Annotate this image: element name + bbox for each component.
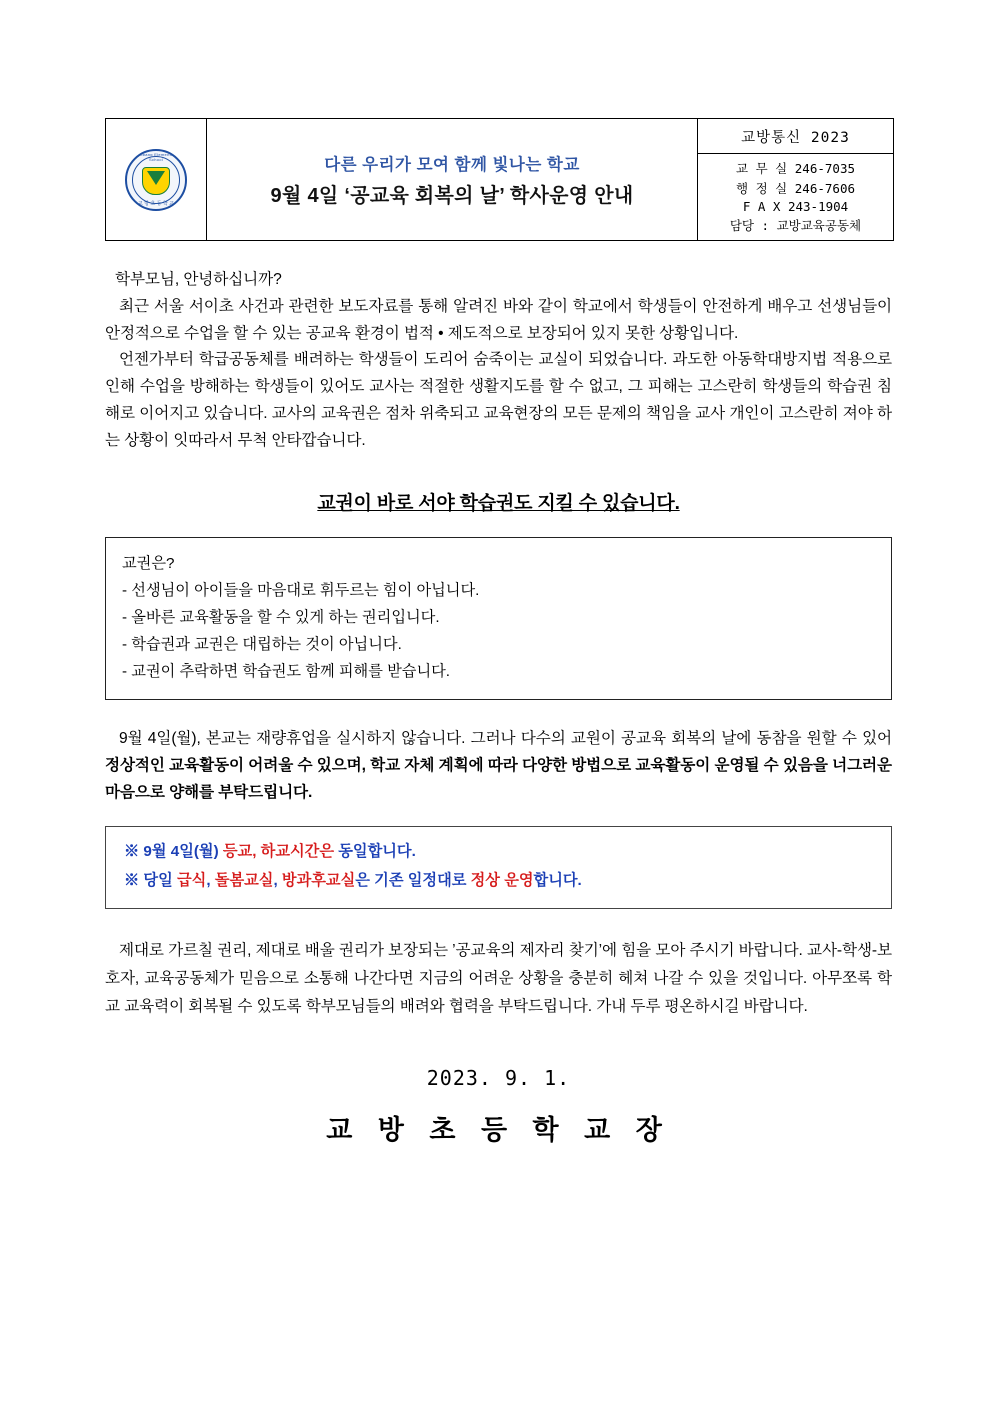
contact-line: 교 무 실 246-7035	[735, 161, 855, 176]
paragraph-1: 최근 서울 서이초 사건과 관련한 보도자료를 통해 알려진 바와 같이 학교에서 학생들이 안전하게 배우고 선생님들이 안정적으로 수업을 할 수 있는 공교육 환경이 법적 • 제도적으로 보장되어 있지 못한 상황입니다.	[105, 297, 892, 342]
notice-line-2	[124, 867, 873, 896]
header-title-cell	[207, 119, 698, 241]
notice-segment: 은 기존 일정대로	[355, 872, 471, 890]
header-logo-cell	[106, 119, 207, 241]
emblem-top-text: Gyobang Elementary School	[134, 151, 178, 162]
letter-body	[105, 267, 892, 455]
bulletin-label: 교방통신 2023	[698, 119, 893, 154]
definition-box	[105, 537, 892, 700]
notice-segment: 동일합니다.	[338, 843, 416, 861]
contact-list	[698, 154, 893, 240]
notice-mark: ※	[124, 872, 140, 890]
greeting-paragraph: 학부모님, 안녕하십니까?	[115, 271, 282, 288]
document-header	[105, 118, 894, 241]
header-info-cell	[698, 119, 894, 241]
definition-item: - 선생님이 아이들을 마음대로 휘두르는 힘이 아닙니다.	[122, 581, 480, 599]
notice-box	[105, 826, 892, 909]
notice-line-1	[124, 838, 873, 867]
notice-segment: 합니다.	[533, 872, 582, 890]
definition-item: - 올바른 교육활동을 할 수 있게 하는 권리입니다.	[122, 608, 440, 626]
paragraph-2: 언젠가부터 학급공동체를 배려하는 학생들이 도리어 숨죽이는 교실이 되었습니다. 과도한 아동학대방지법 적용으로 인해 수업을 방해하는 학생들이 있어도 교사는 적절한 생활지도를 할 수 없고, 그 피해는 고스란히 학생들의 학습권 침해로 이어지고 있습니다. 교사의 교육권은 점차 위축되고 교육현장의 모든 문제의 책임을 교사 개인이 고스란히 져야 하는 상황이 잇따라서 무척 안타깝습니다.	[105, 351, 892, 449]
notice-segment: 당일	[139, 872, 177, 890]
document-date: 2023. 9. 1.	[426, 1066, 571, 1091]
paragraph-3	[105, 726, 892, 806]
notice-mark: ※	[124, 843, 140, 861]
emblem-bottom-text: 교 방 초 등 학 교	[138, 200, 174, 207]
slogan-heading: 교권이 바로 서야 학습권도 지킬 수 있습니다.	[317, 492, 680, 514]
notice-segment: 정상 운영	[470, 872, 534, 890]
notice-segment: 방과후교실	[281, 872, 356, 890]
definition-item: - 교권이 추락하면 학습권도 함께 피해를 받습니다.	[122, 662, 451, 680]
definition-item: - 학습권과 교권은 대립하는 것이 아닙니다.	[122, 635, 402, 653]
contact-line: 담당 : 교방교육공동체	[729, 218, 862, 233]
paragraph-4: 제대로 가르칠 권리, 제대로 배울 권리가 보장되는 ’공교육의 제자리 찾기’에 힘을 모아 주시기 바랍니다. 교사-학생-보호자, 교육공동체가 믿음으로 소통해 나간다면 지금의 어려운 상황을 충분히 헤쳐 나갈 수 있을 것입니다. 아무쪼록 학교 교육력이 회복될 수 있도록 학부모님들의 배려와 협력을 부탁드립니다. 가내 두루 평온하시길 바랍니다.	[105, 942, 892, 1015]
definition-title: 교권은?	[122, 554, 175, 572]
document-signer: 교 방 초 등 학 교 장	[326, 1115, 671, 1146]
notice-segment: ,	[206, 872, 215, 890]
notice-segment: 돌봄교실	[214, 872, 274, 890]
school-emblem-icon	[125, 149, 187, 211]
contact-line: F A X 243-1904	[742, 199, 849, 214]
paragraph-3-plain: 9월 4일(월), 본교는 재량휴업을 실시하지 않습니다. 그러나 다수의 교원이 공교육 회복의 날에 동참을 원할 수 있어	[119, 729, 892, 747]
emblem-v-mark	[147, 171, 165, 185]
notice-segment: 9월 4일(월)	[139, 843, 223, 861]
notice-segment: 급식	[176, 872, 207, 890]
notice-segment: ,	[273, 872, 282, 890]
notice-segment: 등교, 하교시간은	[222, 843, 339, 861]
contact-line: 행 정 실 246-7606	[735, 181, 855, 196]
paragraph-3-bold: 정상적인 교육활동이 어려울 수 있으며, 학교 자체 계획에 따라 다양한 방법으로 교육활동이 운영될 수 있음을 너그러운 마음으로 양해를 부탁드립니다.	[105, 756, 892, 801]
header-subtitle: 다른 우리가 모여 함께 빛나는 학교	[324, 156, 580, 174]
header-title: 9월 4일 ‘공교육 회복의 날’ 학사운영 안내	[270, 185, 634, 207]
